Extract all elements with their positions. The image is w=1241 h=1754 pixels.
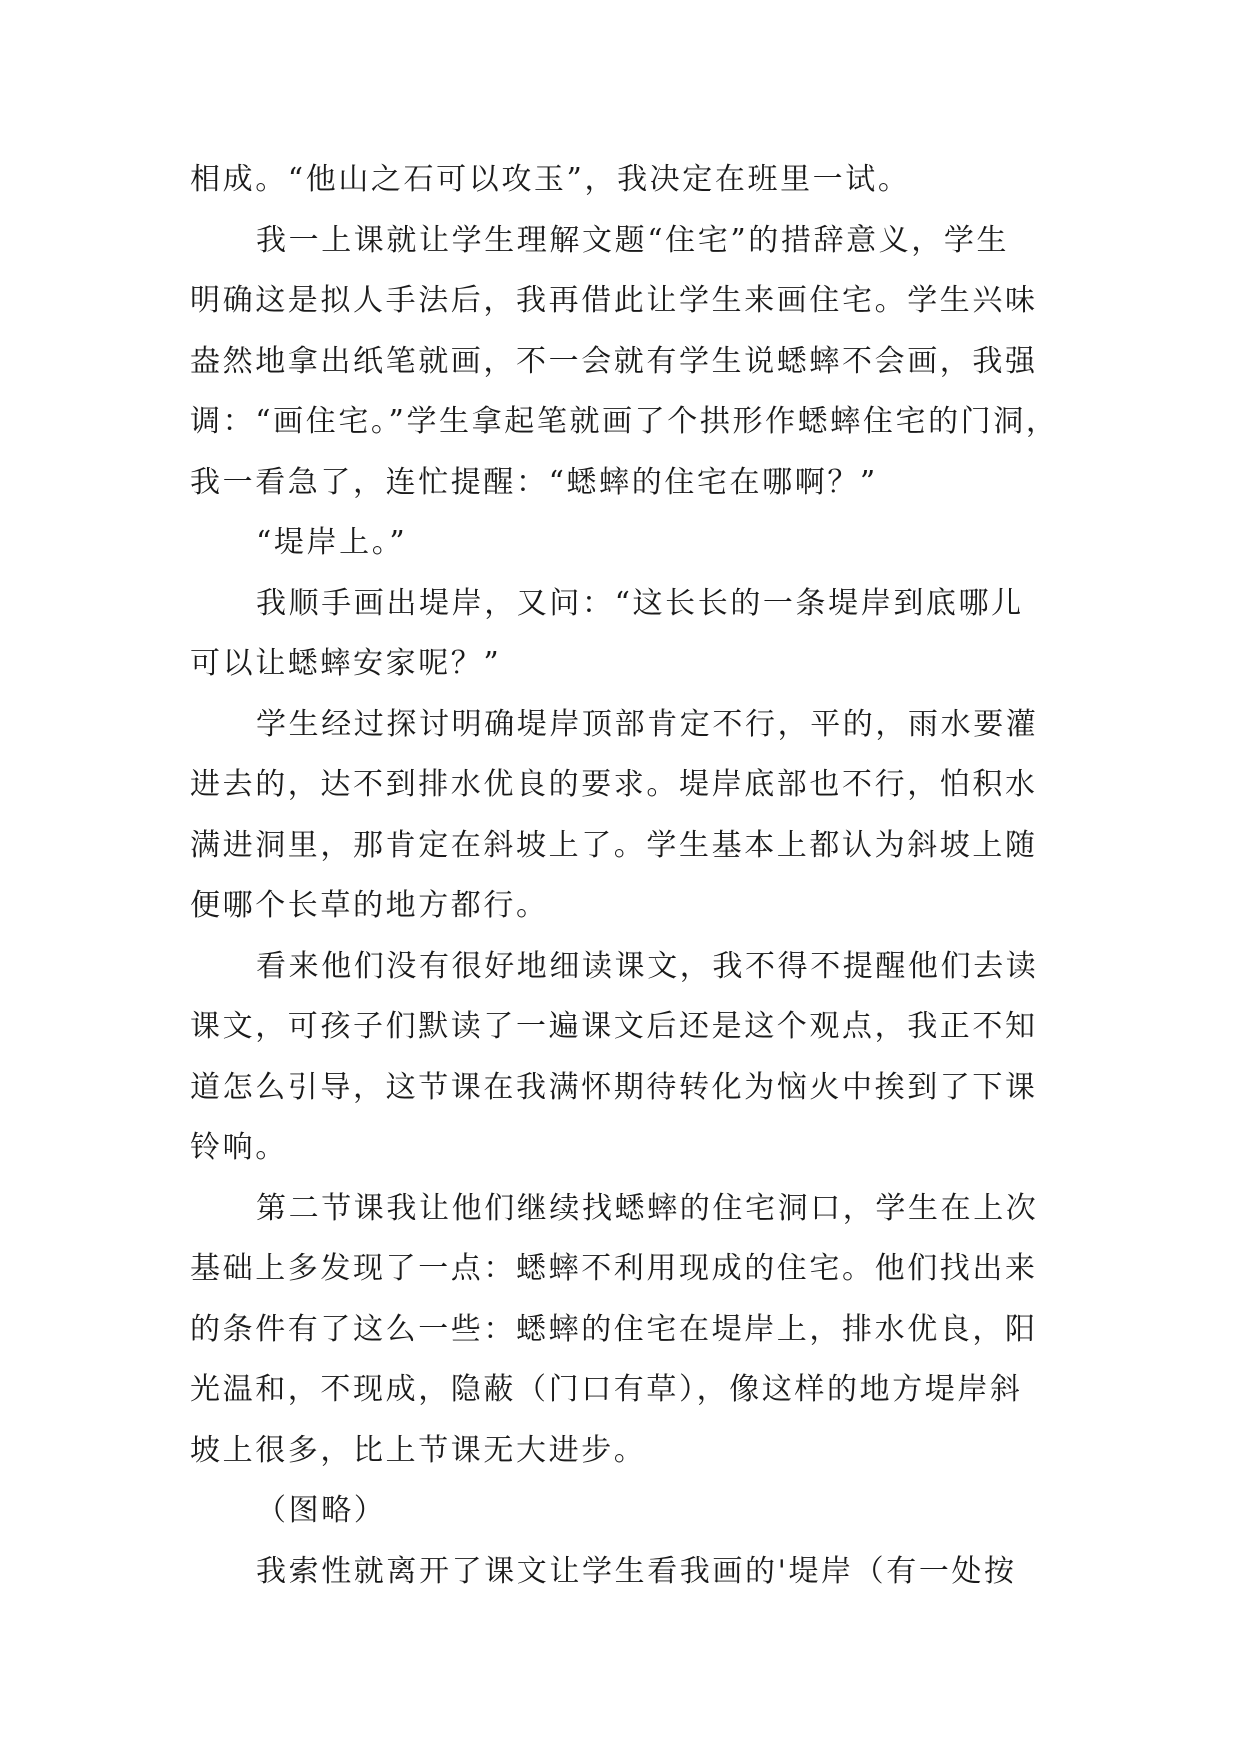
text-line: 学生经过探讨明确堤岸顶部肯定不行，平的，雨水要灌	[256, 706, 1039, 742]
text-line: 光温和，不现成，隐蔽（门口有草），像这样的地方堤岸斜	[190, 1372, 1023, 1407]
text-line: 第二节课我让他们继续找蟋蟀的住宅洞口，学生在上次	[256, 1190, 1039, 1226]
text-line: 相成。“他山之石可以攻玉”，我决定在班里一试。	[190, 162, 911, 197]
text-line: 坡上很多，比上节课无大进步。	[190, 1432, 647, 1468]
text-line: 我顺手画出堤岸，又问：“这长长的一条堤岸到底哪儿	[256, 585, 1024, 621]
text-line: 的条件有了这么一些：蟋蟀的住宅在堤岸上，排水优良，阳	[190, 1311, 1038, 1347]
text-line: 调：“画住宅。”学生拿起笔就画了个拱形作蟋蟀住宅的门洞，	[190, 404, 1059, 439]
text-line: 便哪个长草的地方都行。	[190, 888, 549, 923]
text-line: 明确这是拟人手法后，我再借此让学生来画住宅。学生兴味	[190, 283, 1038, 318]
text-line: “堤岸上。”	[256, 525, 408, 560]
text-line: 满进洞里，那肯定在斜坡上了。学生基本上都认为斜坡上随	[190, 827, 1038, 863]
text-line: 盎然地拿出纸笔就画，不一会就有学生说蟋蟀不会画，我强	[190, 343, 1038, 379]
text-line: 我索性就离开了课文让学生看我画的'堤岸（有一处按	[256, 1553, 1017, 1589]
text-line: 我一上课就让学生理解文题“住宅”的措辞意义，学生	[256, 222, 1010, 258]
text-line: 课文，可孩子们默读了一遍课文后还是这个观点，我正不知	[190, 1009, 1038, 1044]
text-line: 可以让蟋蟀安家呢？”	[190, 646, 502, 681]
text-line: 铃响。	[190, 1130, 288, 1165]
text-line: 进去的，达不到排水优良的要求。堤岸底部也不行，怕积水	[190, 767, 1038, 802]
text-line: 基础上多发现了一点：蟋蟀不利用现成的住宅。他们找出来	[190, 1251, 1038, 1286]
text-line: 道怎么引导，这节课在我满怀期待转化为恼火中挨到了下课	[190, 1069, 1038, 1105]
text-line: 看来他们没有很好地细读课文，我不得不提醒他们去读	[256, 948, 1039, 984]
text-line: 我一看急了，连忙提醒：“蟋蟀的住宅在哪啊？”	[190, 464, 878, 500]
body-text	[190, 150, 1059, 1602]
text-line: （图略）	[256, 1493, 387, 1528]
